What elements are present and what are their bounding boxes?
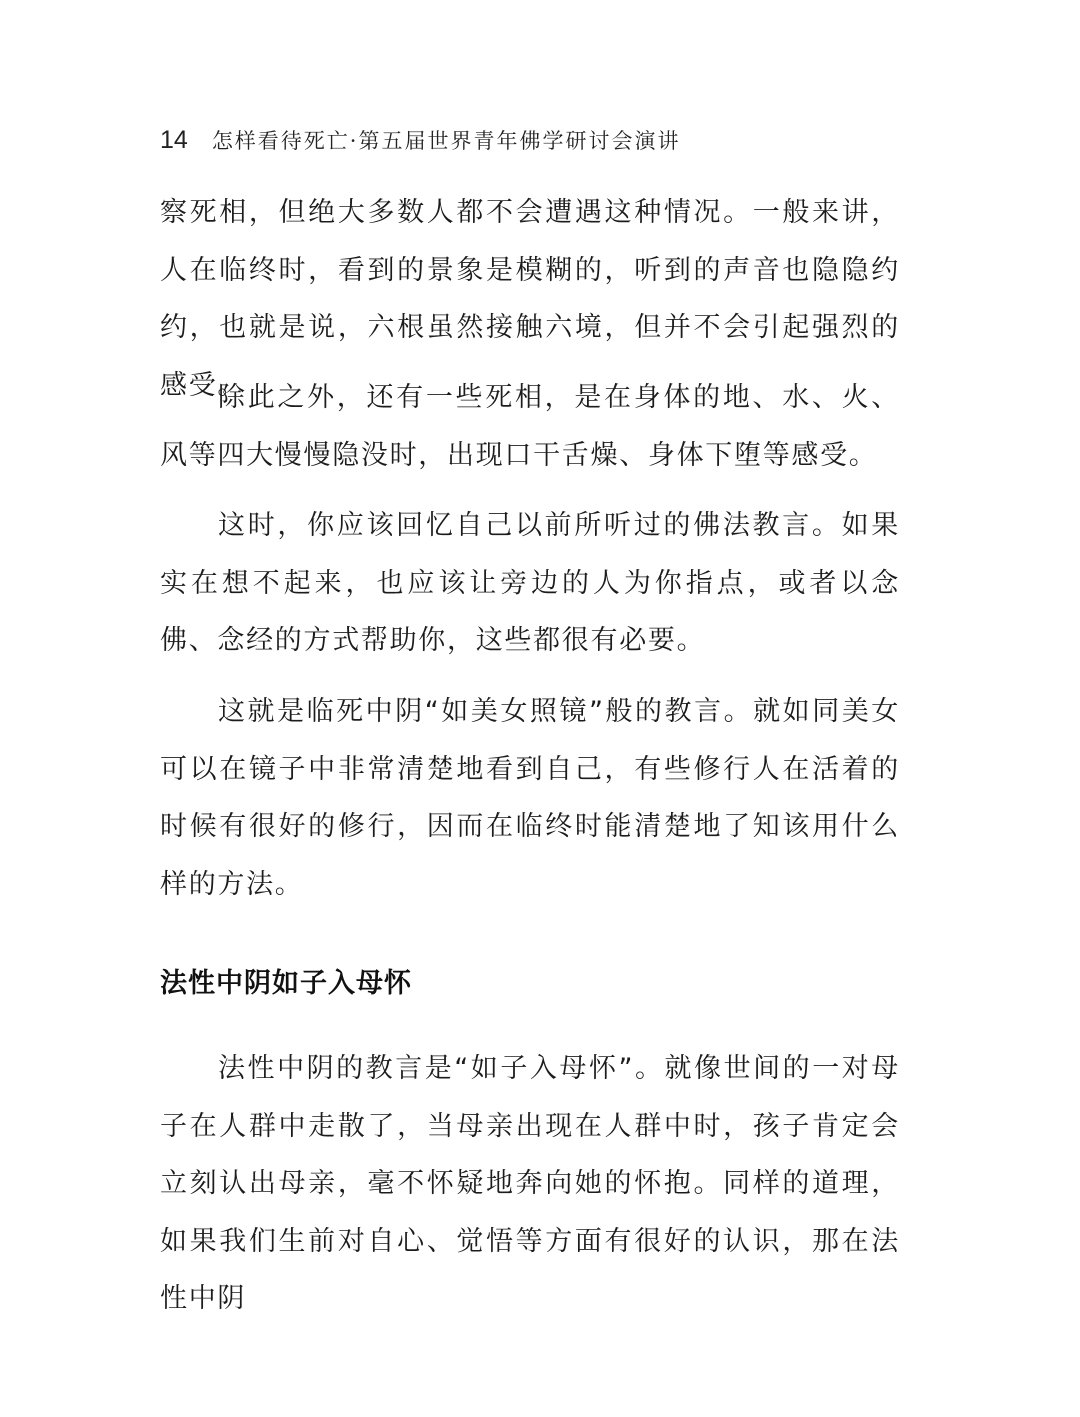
paragraph-four-elements: 除此之外，还有一些死相，是在身体的地、水、火、风等四大慢慢隐没时，出现口干舌燥、身体下堕等感受。 [160, 382, 900, 471]
running-title: 怎样看待死亡·第五届世界青年佛学研讨会演讲 [211, 129, 681, 153]
running-header [160, 122, 681, 158]
paragraph-continued-death-signs: 察死相，但绝大多数人都不会遭遇这种情况。一般来讲，人在临终时，看到的景象是模糊的，听到的声音也隐隐约约，也就是说，六根虽然接触六境，但并不会引起强烈的感受。 [160, 197, 900, 401]
paragraph-mirror-analogy: 这就是临死中阴“如美女照镜”般的教言。就如同美女可以在镜子中非常清楚地看到自己，有些修行人在活着的时候有很好的修行，因而在临终时能清楚地了知该用什么样的方法。 [160, 696, 900, 900]
paragraph-mother-child-analogy: 法性中阴的教言是“如子入母怀”。就像世间的一对母子在人群中走散了，当母亲出现在人群中时，孩子肯定会立刻认出母亲，毫不怀疑地奔向她的怀抱。同样的道理，如果我们生前对自心、觉悟等方面有很好的认识，那在法性中阴 [160, 1053, 900, 1314]
section-heading: 法性中阴如子入母怀 [160, 968, 412, 999]
paragraph-recall-teachings: 这时，你应该回忆自己以前所听过的佛法教言。如果实在想不起来，也应该让旁边的人为你指点，或者以念佛、念经的方式帮助你，这些都很有必要。 [160, 510, 900, 656]
page-number: 14 [160, 125, 188, 154]
